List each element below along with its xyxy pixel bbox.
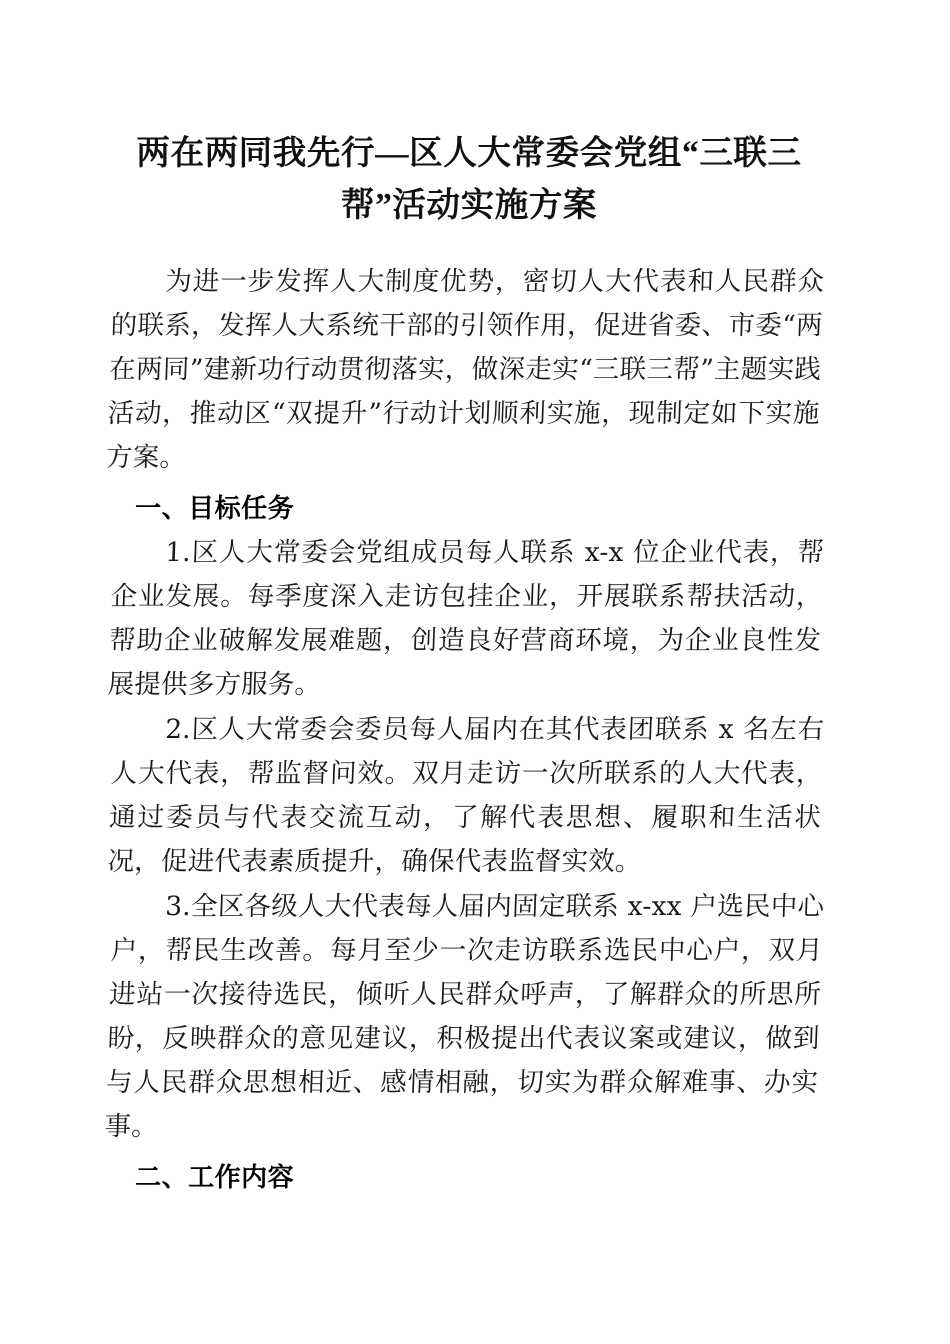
page-title-line-1: 两在两同我先行—区人大常委会党组“三联三 bbox=[136, 135, 802, 172]
preamble-paragraph: 为进一步发挥人大制度优势，密切人大代表和人民群众的联系，发挥人大系统干部的引领作用，促进省委、市委“两在两同”建新功行动贯彻落实，做深走实“三联三帮”主题实践活动，推动区“双提升”行动计划顺利实施，现制定如下实施方案。 bbox=[105, 266, 825, 473]
list-item-1: 1.区人大常委会党组成员每人联系 x-x 位企业代表，帮企业发展。每季度深入走访包挂企业，开展联系帮扶活动，帮助企业破解发展难题，创造良好营商环境，为企业良性发展提供多方服务。 bbox=[107, 537, 825, 700]
list-item-2: 2.区人大常委会委员每人届内在其代表团联系 x 名左右人大代表，帮监督问效。双月走访一次所联系的人大代表，通过委员与代表交流互动，了解代表思想、履职和生活状况，促进代表素质提升，确保代表监督实效。 bbox=[107, 714, 825, 877]
section-heading-work-content: 二、工作内容 bbox=[135, 1162, 295, 1192]
section-heading-objectives: 一、目标任务 bbox=[135, 493, 295, 523]
document-body bbox=[104, 128, 825, 1199]
page-title bbox=[113, 128, 825, 232]
page-title-line-2: 帮”活动实施方案 bbox=[340, 187, 598, 224]
list-item-3: 3.全区各级人大代表每人届内固定联系 x-xx 户选民中心户，帮民生改善。每月至少一次走访联系选民中心户，双月进站一次接待选民，倾听人民群众呼声，了解群众的所思所盼，反映群众的意见建议，积极提出代表议案或建议，做到与人民群众思想相近、感情相融，切实为群众解难事、办实事。 bbox=[104, 891, 825, 1142]
